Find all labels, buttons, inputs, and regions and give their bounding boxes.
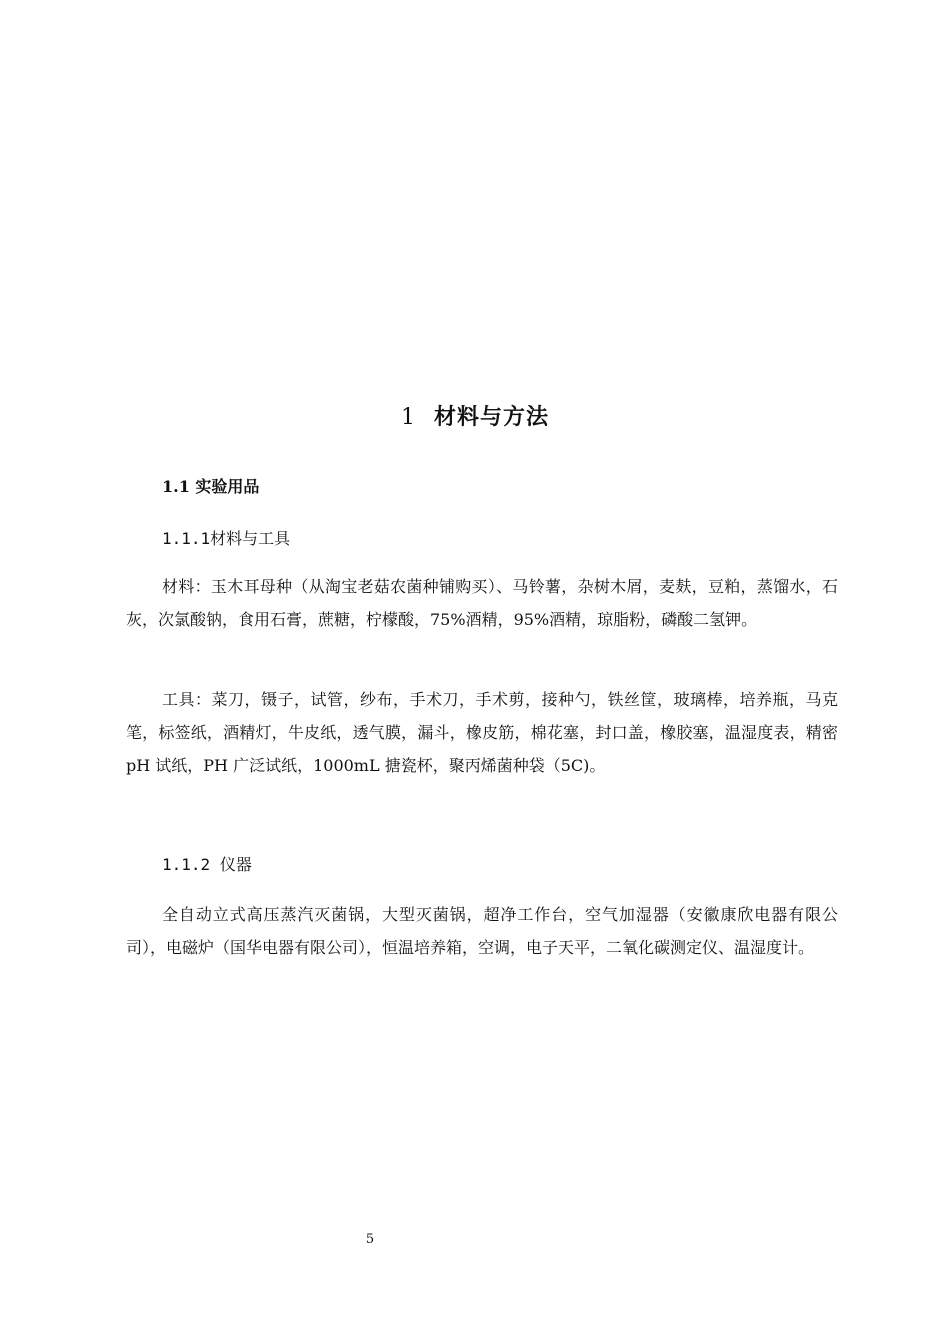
page-number: 5 — [365, 1232, 375, 1247]
subsection-heading-materials-tools — [162, 526, 290, 549]
materials-paragraph: 材料：玉木耳母种（从淘宝老菇农菌种铺购买）、马铃薯，杂树木屑，麦麸，豆粕，蒸馏水，石灰，次氯酸钠，食用石膏，蔗糖，柠檬酸，75%酒精，95%酒精，琼脂粉，磷酸二氢钾。 — [126, 577, 838, 629]
chapter-number: 1 — [400, 405, 416, 430]
chapter-title — [0, 400, 950, 431]
subsection-label: 仪器 — [219, 855, 252, 874]
subsection-number: 1.1.2 — [162, 855, 211, 874]
subsection-label: 材料与工具 — [210, 529, 291, 548]
instruments-paragraph: 全自动立式高压蒸汽灭菌锅，大型灭菌锅，超净工作台，空气加湿器（安徽康欣电器有限公司），电磁炉（国华电器有限公司），恒温培养箱，空调，电子天平，二氧化碳测定仪、温湿度计。 — [126, 905, 838, 957]
subsection-heading-instruments — [162, 852, 252, 875]
chapter-title-text: 材料与方法 — [433, 404, 549, 430]
tools-paragraph: 工具：菜刀，镊子，试管，纱布，手术刀，手术剪，接种勺，铁丝筐，玻璃棒，培养瓶，马克笔，标签纸，酒精灯，牛皮纸，透气膜，漏斗，橡皮筋，棉花塞，封口盖，橡胶塞，温湿度表，精密 pH 试纸，PH 广泛试纸，1000mL 搪瓷杯，聚丙烯菌种袋（5C)。 — [126, 690, 838, 775]
subsection-number: 1.1.1 — [162, 529, 211, 548]
section-heading: 1.1 实验用品 — [162, 477, 260, 496]
